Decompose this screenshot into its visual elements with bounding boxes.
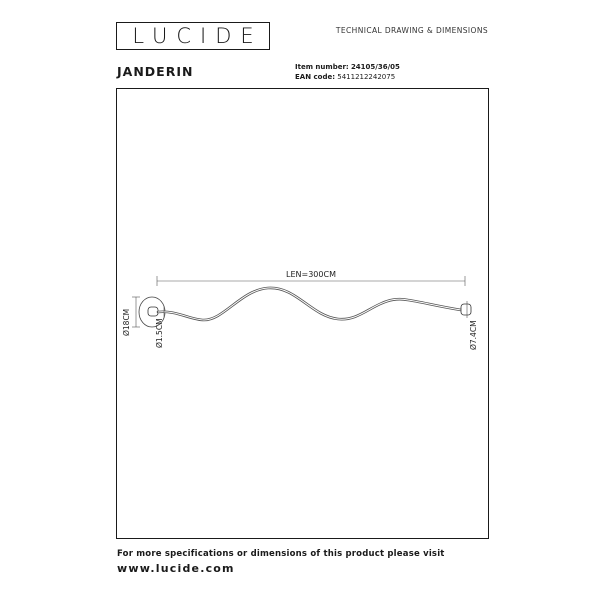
footer-text: For more specifications or dimensions of this product please visit <box>117 549 445 559</box>
brand-logo: LUCIDE <box>116 22 270 50</box>
item-number-value: 24105/36/05 <box>350 63 400 71</box>
led-cable <box>158 288 461 320</box>
canopy-diameter-label: Ø18CM <box>122 308 131 336</box>
end-diameter-label: Ø7.4CM <box>469 320 478 350</box>
canopy-connector <box>148 307 158 316</box>
ean-row <box>295 72 400 82</box>
product-codes <box>295 62 400 82</box>
product-name: JANDERIN <box>117 64 194 79</box>
technical-drawing <box>116 88 489 539</box>
cable-diameter-label: Ø1.5CM <box>155 318 164 348</box>
end-cap-body <box>461 304 471 315</box>
end-cap <box>461 304 471 315</box>
ean-label: EAN code: <box>295 73 336 81</box>
item-number-row <box>295 62 400 72</box>
led-cable-highlight <box>158 288 461 320</box>
document-subtitle: TECHNICAL DRAWING & DIMENSIONS <box>335 26 488 35</box>
length-label: LEN=300CM <box>286 270 336 279</box>
ean-value: 5411212242075 <box>337 73 396 81</box>
item-number-label: Item number: <box>295 63 349 71</box>
website-link[interactable]: www.lucide.com <box>117 562 235 575</box>
